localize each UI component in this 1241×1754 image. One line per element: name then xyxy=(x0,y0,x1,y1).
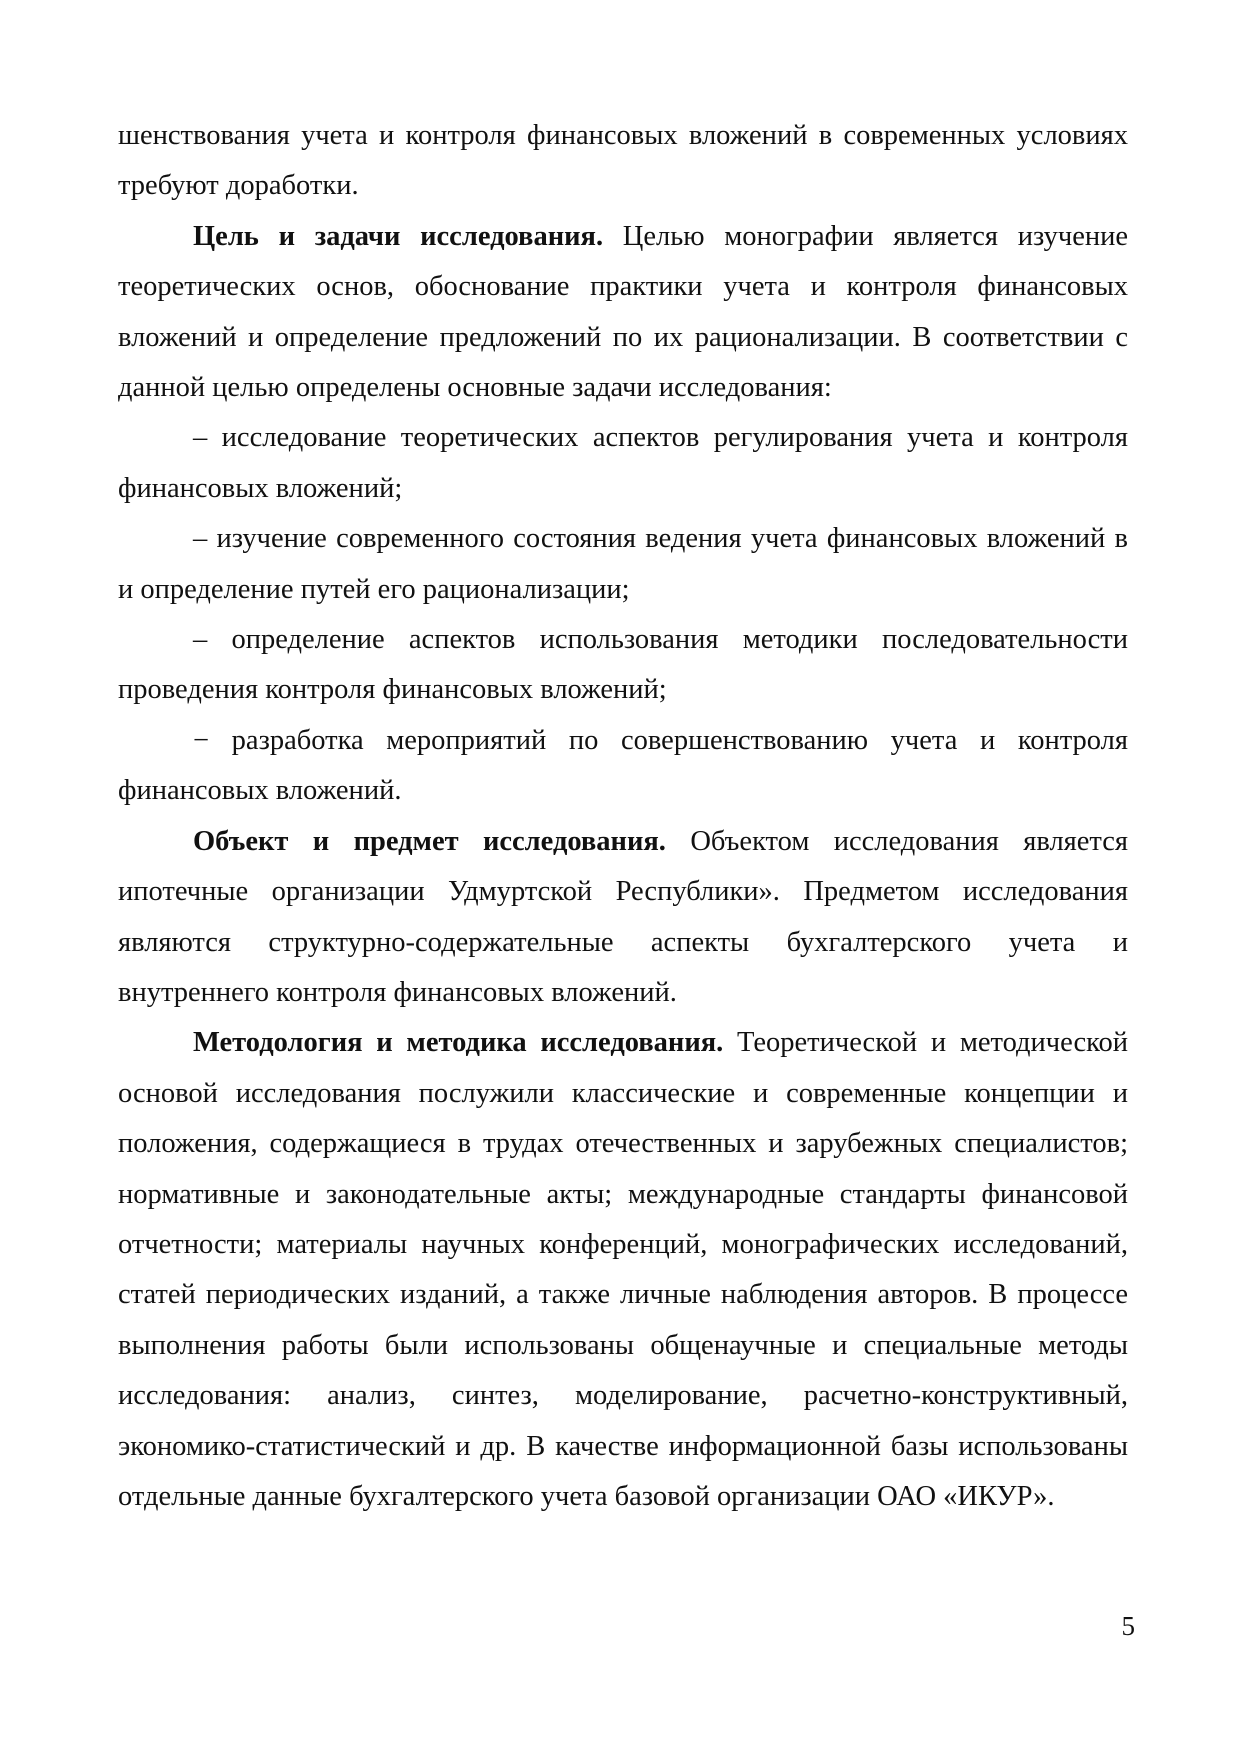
paragraph-continuation xyxy=(118,111,1128,212)
document-body xyxy=(118,111,1128,1522)
paragraph-text: шенствования учета и контроля финансовых вложений в современных условиях требуют доработки. xyxy=(118,120,1128,202)
list-item-task-4 xyxy=(118,716,1128,817)
paragraph-text: Теоретической и методической основой исследования послужили классические и современные концепции и положения, содержащиеся в трудах отечественных и зарубежных специалистов; нормативные и законодательные акты; международные стандарты финансовой отчетности; материалы научных конференций, монографических исследований, статей периодических изданий, а также личные наблюдения авторов. В процессе выполнения работы были использованы общенаучные и специальные методы исследования: анализ, синтез, моделирование, расчетно-конструктивный, экономико-статистический и др. В качестве информационной базы использованы отдельные данные бухгалтерского учета базовой организации ОАО «ИКУР». xyxy=(118,1027,1129,1512)
paragraph-object xyxy=(118,817,1128,1019)
list-item-text: − разработка мероприятий по совершенствованию учета и контроля финансовых вложений. xyxy=(118,724,1128,807)
section-heading-object: Объект и предмет исследования. xyxy=(193,825,666,857)
section-heading-methodology: Методология и методика исследования. xyxy=(193,1027,724,1059)
paragraph-text: Целью монографии является изучение теоретических основ, обоснование практики учета и контроля финансовых вложений и определение предложений по их рационализации. В соответствии с данной целью определены основные задачи исследования: xyxy=(118,220,1128,404)
section-heading-goals: Цель и задачи исследования. xyxy=(193,220,604,252)
paragraph-text: Объектом исследования является ипотечные организации Удмуртской Республики». Предметом исследования являются структурно-содержательные аспекты бухгалтерского учета и внутреннего контроля финансовых вложений. xyxy=(118,825,1128,1008)
list-item-task-2 xyxy=(118,514,1128,615)
page-number: 5 xyxy=(1121,1611,1135,1641)
list-item-text: – определение аспектов использования методики последовательности проведения контроля финансовых вложений; xyxy=(118,624,1128,706)
list-item-task-3 xyxy=(118,615,1128,716)
paragraph-methodology xyxy=(118,1018,1128,1522)
list-item-task-1 xyxy=(118,413,1128,514)
paragraph-goals xyxy=(118,212,1128,414)
list-item-text: – исследование теоретических аспектов регулирования учета и контроля финансовых вложений; xyxy=(118,422,1128,504)
list-item-text: – изучение современного состояния ведения учета финансовых вложений в и определение путей его рационализации; xyxy=(118,523,1128,605)
